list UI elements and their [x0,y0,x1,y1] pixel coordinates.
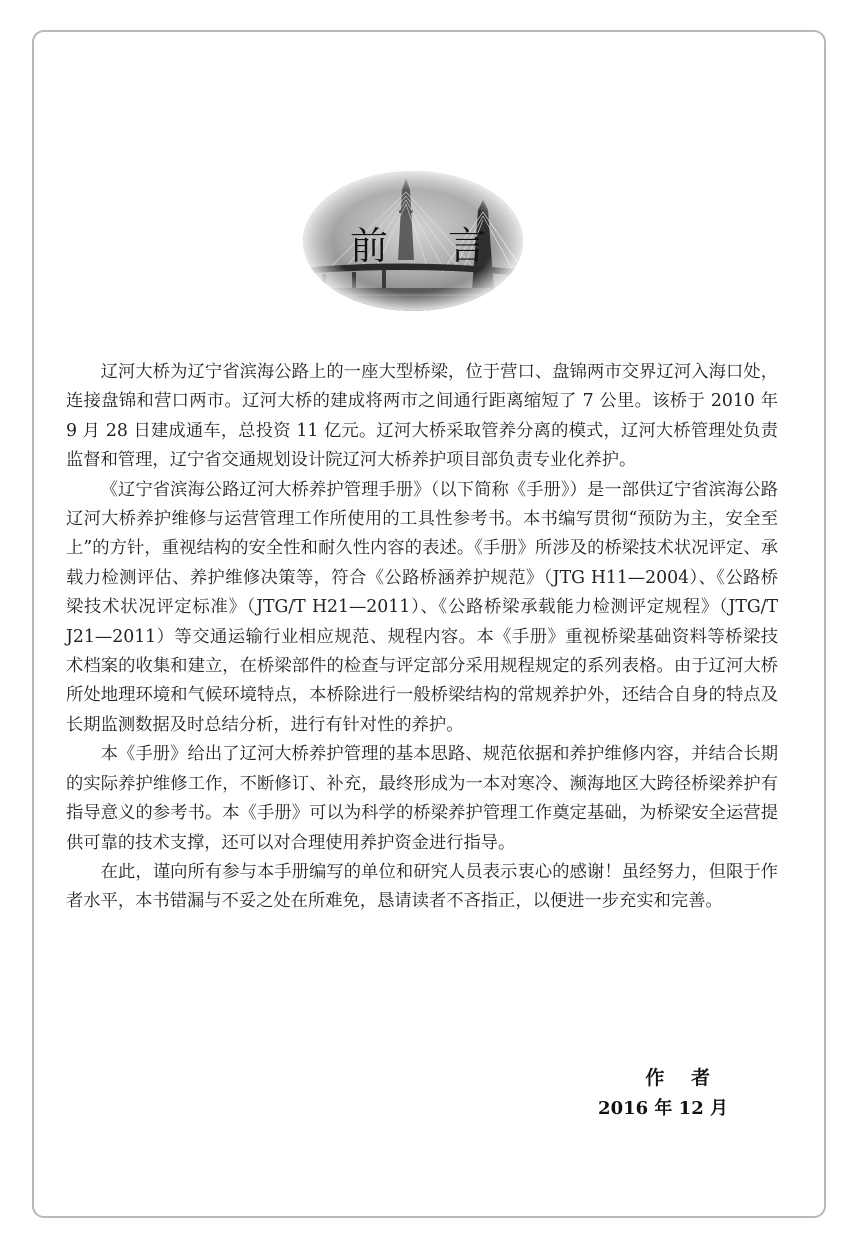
date-line: 2016 年 12 月 [598,1098,728,1119]
paragraph-2: 《辽宁省滨海公路辽河大桥养护管理手册》（以下简称《手册》）是一部供辽宁省滨海公路辽河大桥养护维修与运营管理工作所使用的工具性参考书。本书编写贯彻“预防为主，安全至上”的方针，重视结构的安全性和耐久性内容的表述。《手册》所涉及的桥梁技术状况评定、承载力检测评估、养护维修决策等，符合《公路桥涵养护规范》（JTG H11—2004）、《公路桥梁技术状况评定标准》（JTG/T H21—2011）、《公路桥梁承载能力检测评定规程》（JTG/T J21—2011）等交通运输行业相应规范、规程内容。本《手册》重视桥梁基础资料等桥梁技术档案的收集和建立，在桥梁部件的检查与评定部分采用规程规定的系列表格。由于辽河大桥所处地理环境和气候环境特点，本桥除进行一般桥梁结构的常规养护外，还结合自身的特点及长期监测数据及时总结分析，进行有针对性的养护。 [66,479,778,735]
paragraph-1: 辽河大桥为辽宁省滨海公路上的一座大型桥梁，位于营口、盘锦两市交界辽河入海口处，连接盘锦和营口两市。辽河大桥的建成将两市之间通行距离缩短了 7 公里。该桥于 2010 年 9 月 28 日建成通车，总投资 11 亿元。辽河大桥采取管养分离的模式，辽河大桥管理处负责监督和管理，辽宁省交通规划设计院辽河大桥养护项目部负责专业化养护。 [66,362,778,471]
page-title: 前 言 [350,224,511,268]
preface-body [66,358,778,917]
paragraph-3: 本《手册》给出了辽河大桥养护管理的基本思路、规范依据和养护维修内容，并结合长期的实际养护维修工作，不断修订、补充，最终形成为一本对寒冷、濒海地区大跨径桥梁养护有指导意义的参考书。本《手册》可以为科学的桥梁养护管理工作奠定基础，为桥梁安全运营提供可靠的技术支撑，还可以对合理使用养护资金进行指导。 [66,744,778,853]
author-line: 作 者 [645,1067,720,1089]
signature-block [598,1062,728,1124]
paragraph-4: 在此，谨向所有参与本手册编写的单位和研究人员表示衷心的感谢！虽经努力，但限于作者水平，本书错漏与不妥之处在所难免，恳请读者不吝指正，以便进一步充实和完善。 [66,861,778,912]
